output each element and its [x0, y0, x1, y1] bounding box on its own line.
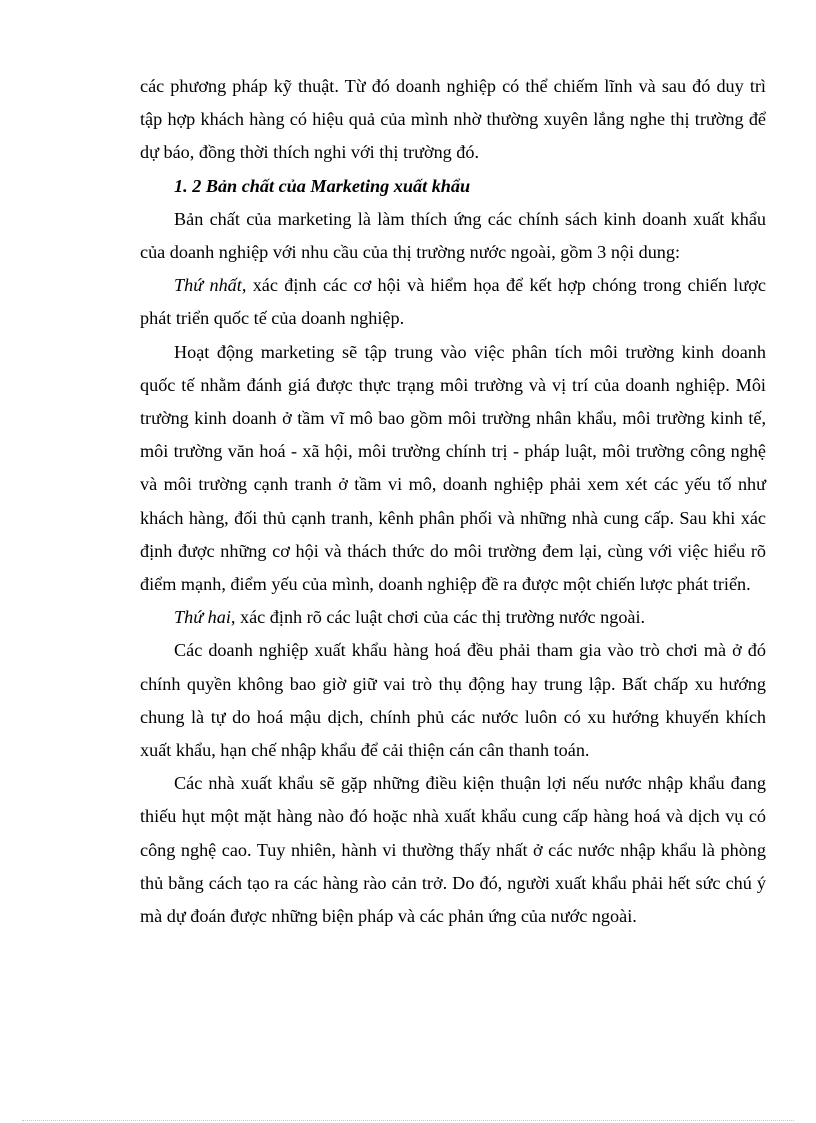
section-heading: 1. 2 Bản chất của Marketing xuất khẩu: [174, 175, 471, 196]
activity-paragraph: Hoạt động marketing sẽ tập trung vào việc phân tích môi trường kinh doanh quốc tế nhằm đánh giá được thực trạng môi trường và vị trí của doanh nghiệp. Môi trường kinh doanh ở tầm vĩ mô bao gồm môi trường nhân khẩu, môi trường kinh tế, môi trường văn hoá - xã hội, môi trường chính trị - pháp luật, môi trường công nghệ và môi trường cạnh tranh ở tầm vi mô, doanh nghiệp phải xem xét các yếu tố như khách hàng, đối thủ cạnh tranh, kênh phân phối và những nhà cung cấp. Sau khi xác định được những cơ hội và thách thức do môi trường đem lại, cùng với việc hiểu rõ điểm mạnh, điểm yếu của mình, doanh nghiệp đề ra được một chiến lược phát triển.: [140, 341, 766, 595]
second-point-text: , xác định rõ các luật chơi của các thị trường nước ngoài.: [230, 607, 646, 628]
intro-paragraph: các phương pháp kỹ thuật. Từ đó doanh nghiệp có thể chiếm lĩnh và sau đó duy trì tập hợp khách hàng có hiệu quả của mình nhờ thường xuyên lắng nghe thị trường để dự báo, đồng thời thích nghi với thị trường đó.: [140, 76, 766, 163]
first-point-label: Thứ nhất: [174, 275, 242, 296]
page-bottom-divider: [22, 1120, 794, 1121]
second-point-label: Thứ hai: [174, 607, 231, 628]
essence-paragraph: Bản chất của marketing là làm thích ứng các chính sách kinh doanh xuất khẩu của doanh nghiệp với nhu cầu của thị trường nước ngoài, gồm 3 nội dung:: [140, 208, 766, 263]
first-point-text: , xác định các cơ hội và hiểm họa để kết hợp chóng trong chiến lược phát triển quốc tế của doanh nghiệp.: [140, 275, 767, 329]
second-point-paragraph: [140, 601, 766, 634]
exporters-paragraph: Các doanh nghiệp xuất khẩu hàng hoá đều phải tham gia vào trò chơi mà ở đó chính quyền không bao giờ giữ vai trò thụ động hay trung lập. Bất chấp xu hướng chung là tự do hoá mậu dịch, chính phủ các nước luôn có xu hướng khuyến khích xuất khẩu, hạn chế nhập khẩu để cải thiện cán cân thanh toán.: [140, 640, 766, 761]
conditions-paragraph: Các nhà xuất khẩu sẽ gặp những điều kiện thuận lợi nếu nước nhập khẩu đang thiếu hụt một mặt hàng nào đó hoặc nhà xuất khẩu cung cấp hàng hoá và dịch vụ có công nghệ cao. Tuy nhiên, hành vi thường thấy nhất ở các nước nhập khẩu là phòng thủ bằng cách tạo ra các hàng rào cản trở. Do đó, người xuất khẩu phải hết sức chú ý mà dự đoán được những biện pháp và các phản ứng của nước ngoài.: [140, 773, 766, 927]
first-point-paragraph: [140, 269, 766, 335]
document-page: [140, 70, 766, 933]
